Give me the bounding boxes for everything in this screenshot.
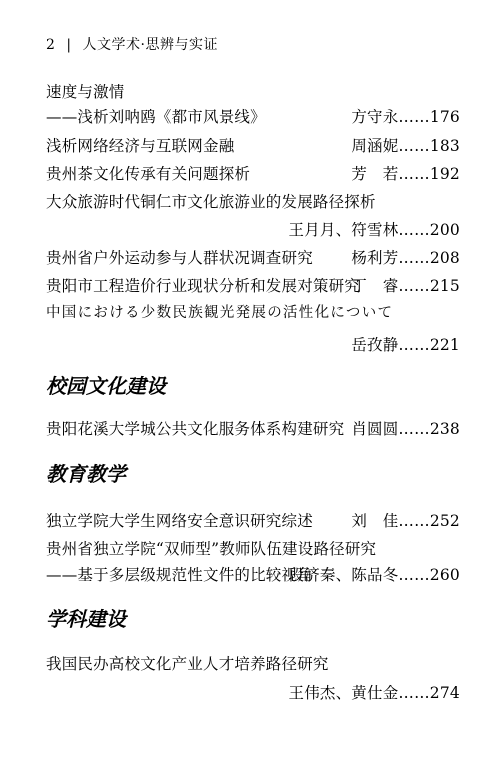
- section-heading: 校园文化建设: [46, 374, 166, 398]
- toc-entry-title[interactable]: 我国民办高校文化产业人才培养路径研究: [46, 655, 329, 673]
- toc-entry-title[interactable]: 贵州省独立学院“双师型”教师队伍建设路径研究: [46, 540, 377, 558]
- toc-entry-title[interactable]: 中国における少数民族観光発展の活性化について: [46, 305, 394, 321]
- toc-entry-author-page: 芳 若……192: [351, 165, 460, 183]
- toc-entry-author-page: 段济秦、陈品冬……260: [288, 566, 460, 584]
- page-number: 2: [46, 37, 56, 53]
- toc-entry-author-page: 刘 佳……252: [351, 512, 460, 530]
- running-header: [46, 34, 218, 54]
- toc-entry-author-page: 方守永……176: [351, 108, 460, 126]
- toc-entry-subtitle[interactable]: ——浅析刘呐鸥《都市风景线》: [46, 108, 266, 126]
- toc-entry-author-page: 王伟杰、黄仕金……274: [288, 684, 460, 702]
- toc-entry-subtitle[interactable]: ——基于多层级规范性文件的比较视角: [46, 566, 313, 584]
- section-heading: 学科建设: [46, 607, 126, 631]
- toc-entry-title[interactable]: 浅析网络经济与互联网金融: [46, 137, 235, 155]
- toc-entry-title[interactable]: 大众旅游时代铜仁市文化旅游业的发展路径探析: [46, 193, 376, 211]
- toc-entry-author-page: 周涵妮……183: [351, 137, 460, 155]
- toc-entry-author-page: 肖圆圆……238: [351, 420, 460, 438]
- toc-entry-title[interactable]: 贵州省户外运动参与人群状况调查研究: [46, 249, 313, 267]
- toc-entry-title[interactable]: 贵州茶文化传承有关问题探析: [46, 165, 251, 183]
- toc-entry-author-page: 杨利芳……208: [351, 249, 460, 267]
- toc-entry-author-page: 丁 睿……215: [351, 277, 460, 295]
- toc-entry-title[interactable]: 独立学院大学生网络安全意识研究综述: [46, 512, 313, 530]
- toc-entry-title[interactable]: 贵阳市工程造价行业现状分析和发展对策研究: [46, 277, 361, 295]
- header-separator: |: [66, 37, 72, 53]
- toc-entry-author-page: 岳孜静……221: [351, 336, 460, 354]
- toc-entry-title[interactable]: 速度与激情: [46, 83, 125, 101]
- book-title: 人文学术·思辨与实证: [82, 37, 218, 53]
- toc-entry-author-page: 王月月、符雪林……200: [288, 221, 460, 239]
- toc-entry-title[interactable]: 贵阳花溪大学城公共文化服务体系构建研究: [46, 420, 345, 438]
- section-heading: 教育教学: [46, 462, 126, 486]
